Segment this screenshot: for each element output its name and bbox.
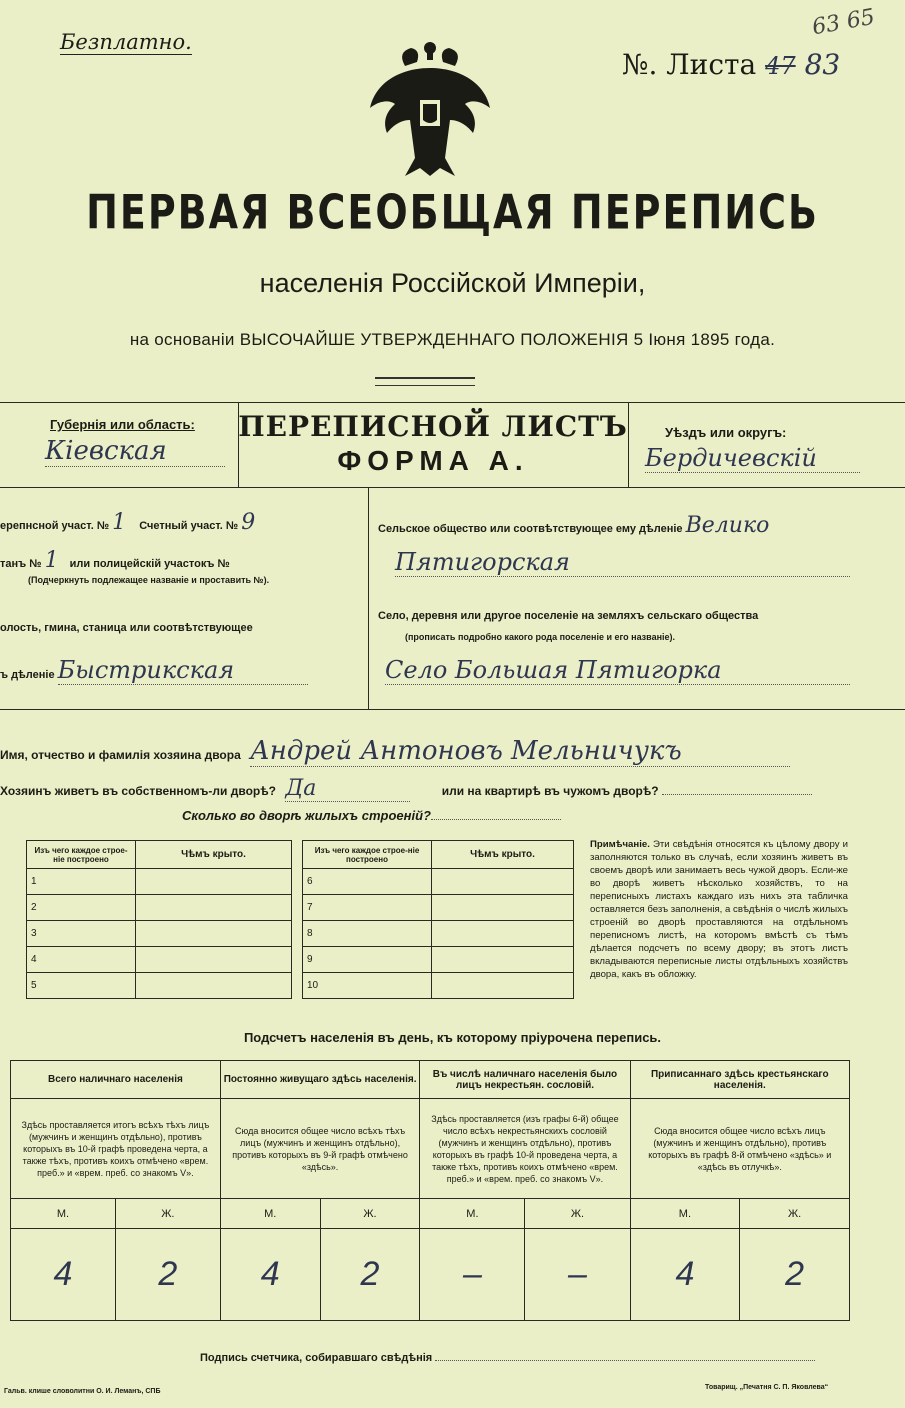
census-plot-label: ерепнсной участ. № bbox=[0, 520, 110, 532]
stan-suffix: или полицейскій участокъ № bbox=[69, 558, 230, 570]
resident-female-count: 2 bbox=[320, 1229, 420, 1321]
owner-name-label: Имя, отчество и фамилія хозяина двора bbox=[0, 748, 241, 762]
building-row-num: 5 bbox=[27, 973, 136, 999]
note-block bbox=[590, 838, 848, 981]
stan-note: (Подчеркнуть подлежащее названіе и проставить №). bbox=[28, 575, 270, 585]
owner-name-value: Андрей Антоновъ Мельничукъ bbox=[250, 736, 790, 767]
building-row-num: 3 bbox=[27, 921, 136, 947]
sheet-number-crossed: 47 bbox=[765, 52, 796, 80]
female-header: Ж. bbox=[320, 1199, 420, 1229]
village-note: (прописать подробно какого рода поселеніе и его названіе). bbox=[405, 632, 676, 642]
printer-left: Гальв. клише словолитни О. И. Леманъ, СПБ bbox=[4, 1388, 161, 1395]
volost-label-2: ъ дѣленіе bbox=[0, 669, 55, 681]
uezd-label: Уѣздъ или округъ: bbox=[665, 425, 787, 440]
total-male-count: 4 bbox=[11, 1229, 116, 1321]
pop-col-header: Всего наличнаго населенія bbox=[11, 1061, 221, 1099]
buildings-question: Сколько во дворѣ жилыхъ строеній? bbox=[182, 808, 561, 823]
buildings-table-right bbox=[302, 840, 574, 999]
peasant-female-count: 2 bbox=[740, 1229, 850, 1321]
resident-male-count: 4 bbox=[220, 1229, 320, 1321]
society-value-2: Пятигорская bbox=[395, 548, 850, 577]
page-title: ПЕРВАЯ ВСЕОБЩАЯ ПЕРЕПИСЬ bbox=[86, 184, 819, 240]
volost-row bbox=[0, 656, 308, 685]
society-label: Сельское общество или соотвѣтствующее ему дѣленіе bbox=[378, 523, 683, 535]
pop-col-desc: Сюда вносится общее число всѣхъ лицъ (мужчинъ и женщинъ отдѣльно), противъ которыхъ въ графѣ 8-й отмѣчено «здѣсь» и «здѣсь въ отлучкѣ». bbox=[630, 1099, 849, 1199]
sheet-number-label: №. Листа bbox=[622, 48, 757, 81]
noble-male-count: – bbox=[420, 1229, 525, 1321]
corner-numbers: 63 65 bbox=[810, 4, 877, 41]
building-row-num: 6 bbox=[303, 869, 432, 895]
pop-col-header: Въ числѣ наличнаго населенія было лицъ некрестьян. сословій. bbox=[420, 1061, 630, 1099]
noble-female-count: – bbox=[525, 1229, 630, 1321]
signature-label: Подпись счетчика, собиравшаго свѣдѣнія bbox=[200, 1352, 433, 1364]
volost-value: Быстрикская bbox=[58, 656, 308, 685]
form-title: ФОРМА А. bbox=[337, 445, 529, 476]
building-row-num: 8 bbox=[303, 921, 432, 947]
peasant-male-count: 4 bbox=[630, 1229, 740, 1321]
building-row-num: 10 bbox=[303, 973, 432, 999]
census-plot-row bbox=[0, 510, 255, 535]
legal-basis: на основаніи ВЫСОЧАЙШЕ УТВЕРЖДЕННАГО ПОЛОЖЕНІЯ 5 Іюня 1895 года. bbox=[129, 330, 776, 349]
col-material-header: Изъ чего каждое строе-ніе построено bbox=[27, 841, 136, 869]
total-female-count: 2 bbox=[115, 1229, 220, 1321]
printer-right: Товарищ. „Печатня С. П. Яковлева“ bbox=[705, 1384, 829, 1391]
stan-row bbox=[0, 548, 230, 573]
col-roof-header: Чѣмъ крыто. bbox=[432, 841, 574, 869]
female-header: Ж. bbox=[115, 1199, 220, 1229]
female-header: Ж. bbox=[525, 1199, 630, 1229]
ornament-divider bbox=[375, 377, 475, 386]
building-row-num: 9 bbox=[303, 947, 432, 973]
owner-lives-value: Да bbox=[285, 776, 410, 802]
population-title: Подсчетъ населенія въ день, къ которому пріурочена перепись. bbox=[243, 1030, 662, 1045]
buildings-table-left bbox=[26, 840, 292, 999]
note-heading: Примѣчаніе. bbox=[590, 839, 650, 850]
owner-lives-row bbox=[0, 776, 812, 802]
sheet-number bbox=[622, 48, 840, 81]
building-row-num: 4 bbox=[27, 947, 136, 973]
volost-label: олость, гмина, станица или соотвѣтствующее bbox=[0, 622, 253, 634]
society-row bbox=[378, 513, 769, 538]
guberniya-value: Кіевская bbox=[45, 436, 225, 467]
counting-plot-label: Счетный участ. № bbox=[139, 520, 239, 532]
census-plot-value: 1 bbox=[112, 510, 127, 535]
female-header: Ж. bbox=[740, 1199, 850, 1229]
note-text: Эти свѣдѣнія относятся къ цѣлому двору и заполняются только въ случаѣ, если хозяинъ живетъ въ своемъ дворѣ или занимаетъ весь чужой дворъ. Если-же во дворѣ живетъ нѣсколько хозяйствъ, то на переписныхъ листахъ каждаго изъ нихъ эта табличка оставляется безъ заполненія, а свѣдѣнія о числѣ жилыхъ строеній во дворѣ проставляются на отдѣльномъ переписномъ листѣ, на которомъ вмѣстѣ съ тѣмъ дѣлается подсчетъ по всему двору; въ этотъ листъ вкладываются переписные листы отдѣльныхъ хозяйствъ двора, какъ въ обложку. bbox=[590, 839, 849, 980]
male-header: М. bbox=[220, 1199, 320, 1229]
counting-plot-value: 9 bbox=[241, 510, 256, 535]
imperial-eagle-emblem bbox=[365, 38, 495, 178]
male-header: М. bbox=[11, 1199, 116, 1229]
census-sheet-title: ПЕРЕПИСНОЙ ЛИСТЪ bbox=[238, 410, 628, 443]
col-roof-header: Чѣмъ крыто. bbox=[136, 841, 292, 869]
signature-line bbox=[200, 1352, 815, 1364]
population-table bbox=[10, 1060, 850, 1321]
building-row-num: 1 bbox=[27, 869, 136, 895]
stan-label: танъ № bbox=[0, 558, 42, 570]
page-subtitle: населенія Россійской Имперіи, bbox=[259, 268, 646, 298]
building-row-num: 7 bbox=[303, 895, 432, 921]
sheet-number-value: 83 bbox=[804, 48, 841, 81]
owner-lives-suffix: или на квартирѣ въ чужомъ дворѣ? bbox=[441, 784, 659, 798]
pop-col-header: Постоянно живущаго здѣсь населенія. bbox=[220, 1061, 420, 1099]
uezd-value: Бердичевскій bbox=[645, 444, 860, 473]
village-value: Село Большая Пятигорка bbox=[385, 656, 850, 685]
free-label: Безплатно. bbox=[60, 30, 192, 54]
owner-lives-label: Хозяинъ живетъ въ собственномъ-ли дворѣ? bbox=[0, 784, 277, 798]
stan-value: 1 bbox=[44, 548, 59, 573]
pop-col-header: Приписаннаго здѣсь крестьянскаго населенія. bbox=[630, 1061, 849, 1099]
male-header: М. bbox=[630, 1199, 740, 1229]
society-value-1: Велико bbox=[685, 513, 770, 538]
col-material-header: Изъ чего каждое строе-ніе построено bbox=[303, 841, 432, 869]
pop-col-desc: Здѣсь проставляется итогъ всѣхъ тѣхъ лицъ (мужчинъ и женщинъ отдѣльно), противъ которыхъ въ 10-й графѣ проведена черта, а также тѣхъ, противъ коихъ отмѣчено «врем. преб.» и «врем. преб. со знакомъ V». bbox=[11, 1099, 221, 1199]
pop-col-desc: Здѣсь проставляется (изъ графы 6-й) общее число всѣхъ некрестьянскихъ сословій (мужчинъ и женщинъ отдѣльно), противъ которыхъ въ графѣ 10-й проведена черта, а также тѣхъ, противъ коихъ отмѣчено «врем. преб.» и «врем. преб. со знакомъ V». bbox=[420, 1099, 630, 1199]
male-header: М. bbox=[420, 1199, 525, 1229]
pop-col-desc: Сюда вносится общее число всѣхъ тѣхъ лицъ (мужчинъ и женщинъ отдѣльно), противъ которыхъ въ 9-й графѣ отмѣчено «здѣсь». bbox=[220, 1099, 420, 1199]
village-label: Село, деревня или другое поселеніе на земляхъ сельскаго общества bbox=[378, 610, 759, 622]
building-row-num: 2 bbox=[27, 895, 136, 921]
guberniya-label: Губернія или область: bbox=[50, 417, 195, 432]
owner-row bbox=[0, 736, 790, 767]
